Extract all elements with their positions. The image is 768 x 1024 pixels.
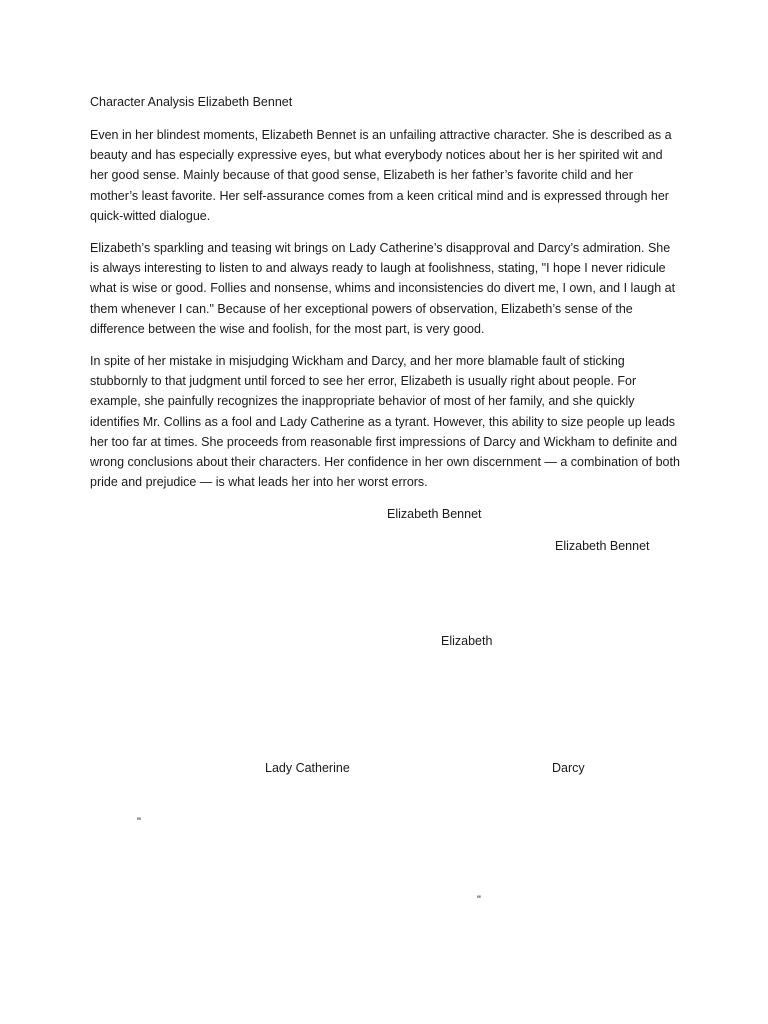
floating-label-lady-catherine: Lady Catherine xyxy=(265,761,350,775)
floating-label-elizabeth-bennet-1: Elizabeth Bennet xyxy=(387,507,482,521)
floating-label-elizabeth: Elizabeth xyxy=(441,634,493,648)
paragraph-2: Elizabeth’s sparkling and teasing wit brings on Lady Catherine’s disapproval and Darcy’s admiration. She is always interesting to listen to and always ready to laugh at foolishness, stating, "I hope I never ridicule what is wise or good. Follies and nonsense, whims and inconsistencies do divert me, I own, and I laugh at them whenever I can." Because of her exceptional powers of observation, Elizabeth’s sense of the difference between the wise and foolish, for the most part, is very good. xyxy=(90,241,676,336)
floating-label-darcy: Darcy xyxy=(552,761,585,775)
document-title: Character Analysis Elizabeth Bennet xyxy=(90,95,293,109)
floating-label-elizabeth-bennet-2: Elizabeth Bennet xyxy=(555,539,650,553)
quote-mark-1: " xyxy=(137,816,141,828)
paragraph-3: In spite of her mistake in misjudging Wickham and Darcy, and her more blamable fault of sticking stubbornly to that judgment until forced to see her error, Elizabeth is usually right about people. For example, she painfully recognizes the inappropriate behavior of most of her family, and she quickly identifies Mr. Collins as a fool and Lady Catherine as a tyrant. However, this ability to size people up leads her too far at times. She proceeds from reasonable first impressions of Darcy and Wickham to definite and wrong conclusions about their characters. Her confidence in her own discernment — a combination of both pride and prejudice — is what leads her into her worst errors. xyxy=(90,354,680,490)
paragraph-1: Even in her blindest moments, Elizabeth Bennet is an unfailing attractive character. She is described as a beauty and has especially expressive eyes, but what everybody notices about her is her spirited wit and her good sense. Mainly because of that good sense, Elizabeth is her father’s favorite child and her mother’s least favorite. Her self-assurance comes from a keen critical mind and is expressed through her quick-witted dialogue. xyxy=(90,128,672,223)
quote-mark-2: " xyxy=(477,894,481,906)
